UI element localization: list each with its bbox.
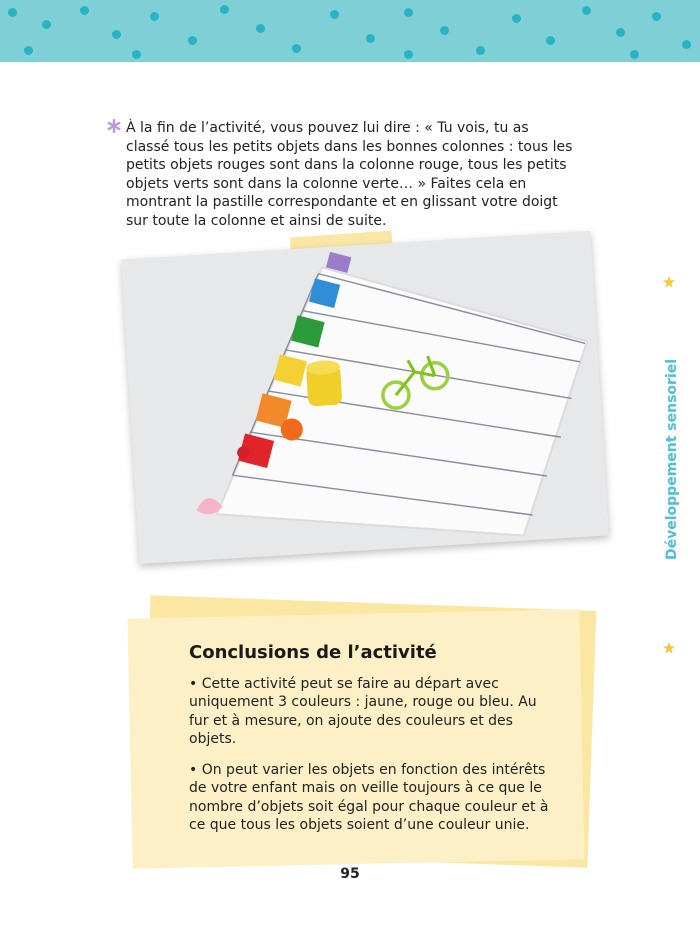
top-decorative-band [0, 0, 700, 62]
conclusions-content [189, 644, 559, 847]
conclusion-point: • On peut varier les objets en fonction des intérêts de votre enfant mais on veille toujours à ce que le nombre d’objets soit égal pour chaque couleur et à ce que tous les objets soient d’une couleur unie. [189, 761, 549, 833]
activity-photo [121, 231, 609, 564]
asterisk-star-icon [107, 119, 121, 133]
page-number: 95 [340, 866, 360, 882]
conclusions-title: Conclusions de l’activité [189, 642, 437, 663]
section-side-label: Développement sensoriel [664, 358, 680, 560]
star-icon [663, 642, 675, 654]
intro-paragraph: À la fin de l’activité, vous pouvez lui dire : « Tu vois, tu as classé tous les petits objets dans les bonnes colonnes : tous les petits objets rouges sont dans la colonne rouge, tous les petits objets verts sont dans la colonne verte… » Faites cela en montrant la pastille correspondante et en glissant votre doigt sur toute la colonne et ainsi de suite. [126, 120, 573, 229]
conclusion-point: • Cette activité peut se faire au départ avec uniquement 3 couleurs : jaune, rouge ou bleu. Au fur et à mesure, on ajoute des couleurs et des objets. [189, 675, 537, 747]
sorting-mat-illustration [121, 231, 609, 564]
star-icon [663, 276, 675, 288]
